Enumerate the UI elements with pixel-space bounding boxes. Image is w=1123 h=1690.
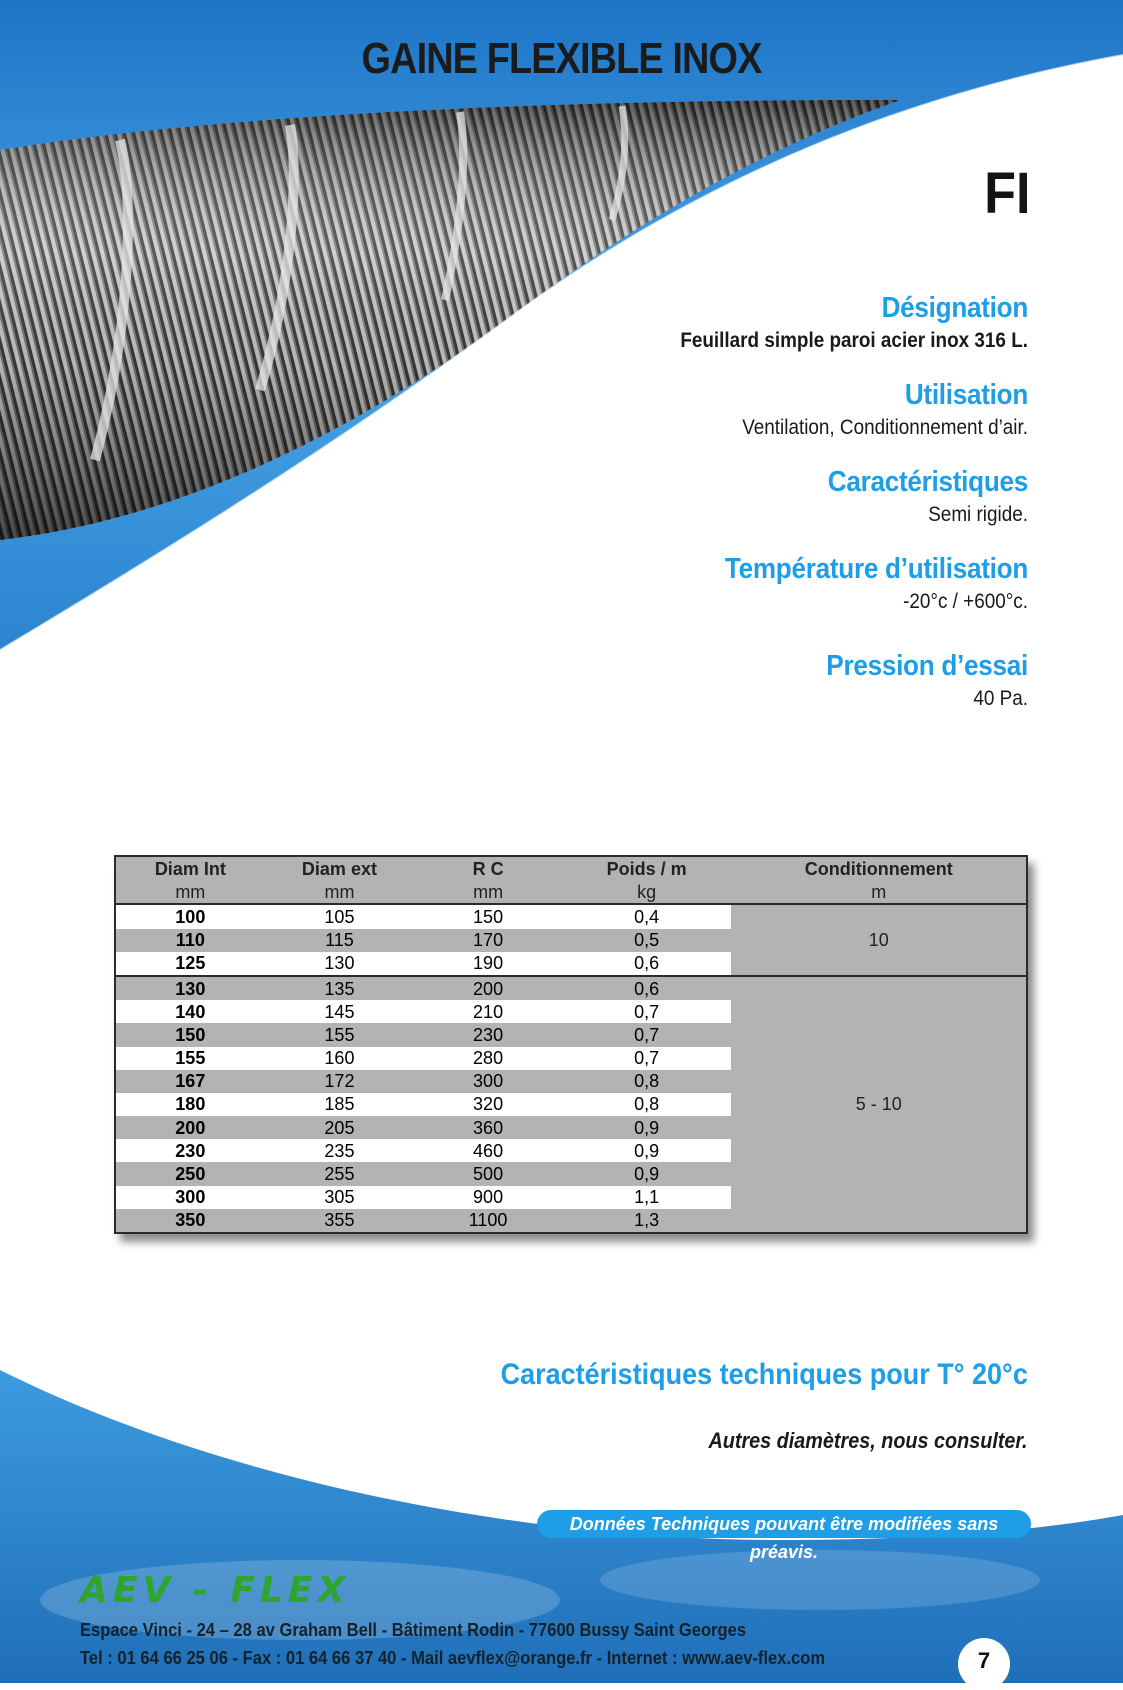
header-conditionnement: Conditionnement — [731, 856, 1027, 880]
spec-heading: Caractéristiques — [827, 466, 1028, 498]
cell-diam-ext: 185 — [265, 1093, 415, 1116]
cell-conditionnement: 5 - 10 — [731, 976, 1027, 1233]
cell-rc: 230 — [414, 1023, 562, 1046]
disclaimer-badge: Données Techniques pouvant être modifiées sans préavis. — [537, 1510, 1031, 1538]
spec-caracteristiques — [468, 466, 1028, 527]
cell-rc: 300 — [414, 1070, 562, 1093]
cell-diam-int: 150 — [115, 1023, 265, 1046]
unit-conditionnement: m — [731, 880, 1027, 904]
spec-text: Ventilation, Conditionnement d’air. — [742, 416, 1028, 439]
spec-heading: Température d’utilisation — [724, 553, 1028, 585]
cell-rc: 460 — [414, 1139, 562, 1162]
spec-utilisation — [468, 379, 1028, 440]
cell-diam-int: 125 — [115, 952, 265, 976]
cell-diam-int: 155 — [115, 1047, 265, 1070]
cell-diam-ext: 305 — [265, 1186, 415, 1209]
unit-diam-int: mm — [115, 880, 265, 904]
cell-diam-ext: 172 — [265, 1070, 415, 1093]
cell-diam-int: 167 — [115, 1070, 265, 1093]
product-code: FI — [984, 161, 1031, 226]
cell-rc: 320 — [414, 1093, 562, 1116]
spec-pression — [468, 650, 1028, 711]
cell-poids: 0,8 — [562, 1070, 732, 1093]
cell-poids: 0,4 — [562, 904, 732, 928]
cell-poids: 0,6 — [562, 976, 732, 1000]
other-diameters-note: Autres diamètres, nous consulter. — [708, 1428, 1028, 1453]
unit-rc: mm — [414, 880, 562, 904]
cell-diam-int: 200 — [115, 1116, 265, 1139]
cell-rc: 200 — [414, 976, 562, 1000]
spec-text: -20°c / +600°c. — [903, 590, 1028, 613]
cell-diam-ext: 160 — [265, 1047, 415, 1070]
cell-rc: 150 — [414, 904, 562, 928]
cell-diam-ext: 155 — [265, 1023, 415, 1046]
table-body — [115, 904, 1027, 1233]
cell-rc: 900 — [414, 1186, 562, 1209]
cell-diam-ext: 145 — [265, 1000, 415, 1023]
technical-table — [114, 855, 1028, 1234]
company-contact: Tel : 01 64 66 25 06 - Fax : 01 64 66 37 40 - Mail aevflex@orange.fr - Internet : www.aev-flex.com — [80, 1648, 826, 1668]
cell-diam-ext: 355 — [265, 1209, 415, 1233]
cell-poids: 0,5 — [562, 929, 732, 952]
header-diam-int: Diam Int — [115, 856, 265, 880]
cell-diam-int: 300 — [115, 1186, 265, 1209]
cell-diam-int: 100 — [115, 904, 265, 928]
spec-temperature — [468, 553, 1028, 614]
cell-diam-int: 350 — [115, 1209, 265, 1233]
page-number: 7 — [958, 1638, 1010, 1690]
cell-diam-int: 180 — [115, 1093, 265, 1116]
table-row — [115, 976, 1027, 1000]
page-title: GAINE FLEXIBLE INOX — [361, 34, 762, 83]
table-units-row — [115, 880, 1027, 904]
cell-poids: 0,7 — [562, 1047, 732, 1070]
unit-diam-ext: mm — [265, 880, 415, 904]
brand-logo: AEV - FLEX — [80, 1570, 351, 1611]
header-diam-ext: Diam ext — [265, 856, 415, 880]
spec-heading: Utilisation — [904, 379, 1028, 411]
cell-poids: 1,3 — [562, 1209, 732, 1233]
cell-poids: 1,1 — [562, 1186, 732, 1209]
cell-poids: 0,7 — [562, 1000, 732, 1023]
cell-rc: 170 — [414, 929, 562, 952]
cell-rc: 280 — [414, 1047, 562, 1070]
cell-rc: 190 — [414, 952, 562, 976]
spec-designation — [468, 292, 1028, 353]
cell-poids: 0,6 — [562, 952, 732, 976]
header-rc: R C — [414, 856, 562, 880]
spec-text: Semi rigide. — [928, 503, 1028, 526]
table-header-row — [115, 856, 1027, 880]
cell-poids: 0,9 — [562, 1139, 732, 1162]
technical-caption: Caractéristiques techniques pour T° 20°c — [500, 1358, 1028, 1391]
cell-diam-int: 110 — [115, 929, 265, 952]
spec-heading: Pression d’essai — [826, 650, 1028, 682]
cell-diam-ext: 130 — [265, 952, 415, 976]
cell-diam-int: 130 — [115, 976, 265, 1000]
cell-diam-ext: 255 — [265, 1162, 415, 1185]
cell-diam-ext: 205 — [265, 1116, 415, 1139]
cell-diam-int: 140 — [115, 1000, 265, 1023]
spec-text: 40 Pa. — [973, 687, 1028, 710]
cell-diam-ext: 115 — [265, 929, 415, 952]
cell-poids: 0,8 — [562, 1093, 732, 1116]
spec-text: Feuillard simple paroi acier inox 316 L. — [680, 329, 1028, 352]
cell-rc: 1100 — [414, 1209, 562, 1233]
cell-diam-ext: 235 — [265, 1139, 415, 1162]
spec-heading: Désignation — [881, 292, 1028, 324]
cell-poids: 0,9 — [562, 1116, 732, 1139]
unit-poids: kg — [562, 880, 732, 904]
cell-diam-int: 230 — [115, 1139, 265, 1162]
cell-diam-ext: 135 — [265, 976, 415, 1000]
cell-diam-ext: 105 — [265, 904, 415, 928]
cell-poids: 0,7 — [562, 1023, 732, 1046]
table-row — [115, 904, 1027, 928]
cell-rc: 210 — [414, 1000, 562, 1023]
cell-rc: 360 — [414, 1116, 562, 1139]
spec-list — [468, 292, 1028, 711]
header-poids: Poids / m — [562, 856, 732, 880]
cell-conditionnement: 10 — [731, 904, 1027, 976]
company-address: Espace Vinci - 24 – 28 av Graham Bell - Bâtiment Rodin - 77600 Bussy Saint Georges — [80, 1620, 747, 1640]
cell-diam-int: 250 — [115, 1162, 265, 1185]
cell-poids: 0,9 — [562, 1162, 732, 1185]
cell-rc: 500 — [414, 1162, 562, 1185]
